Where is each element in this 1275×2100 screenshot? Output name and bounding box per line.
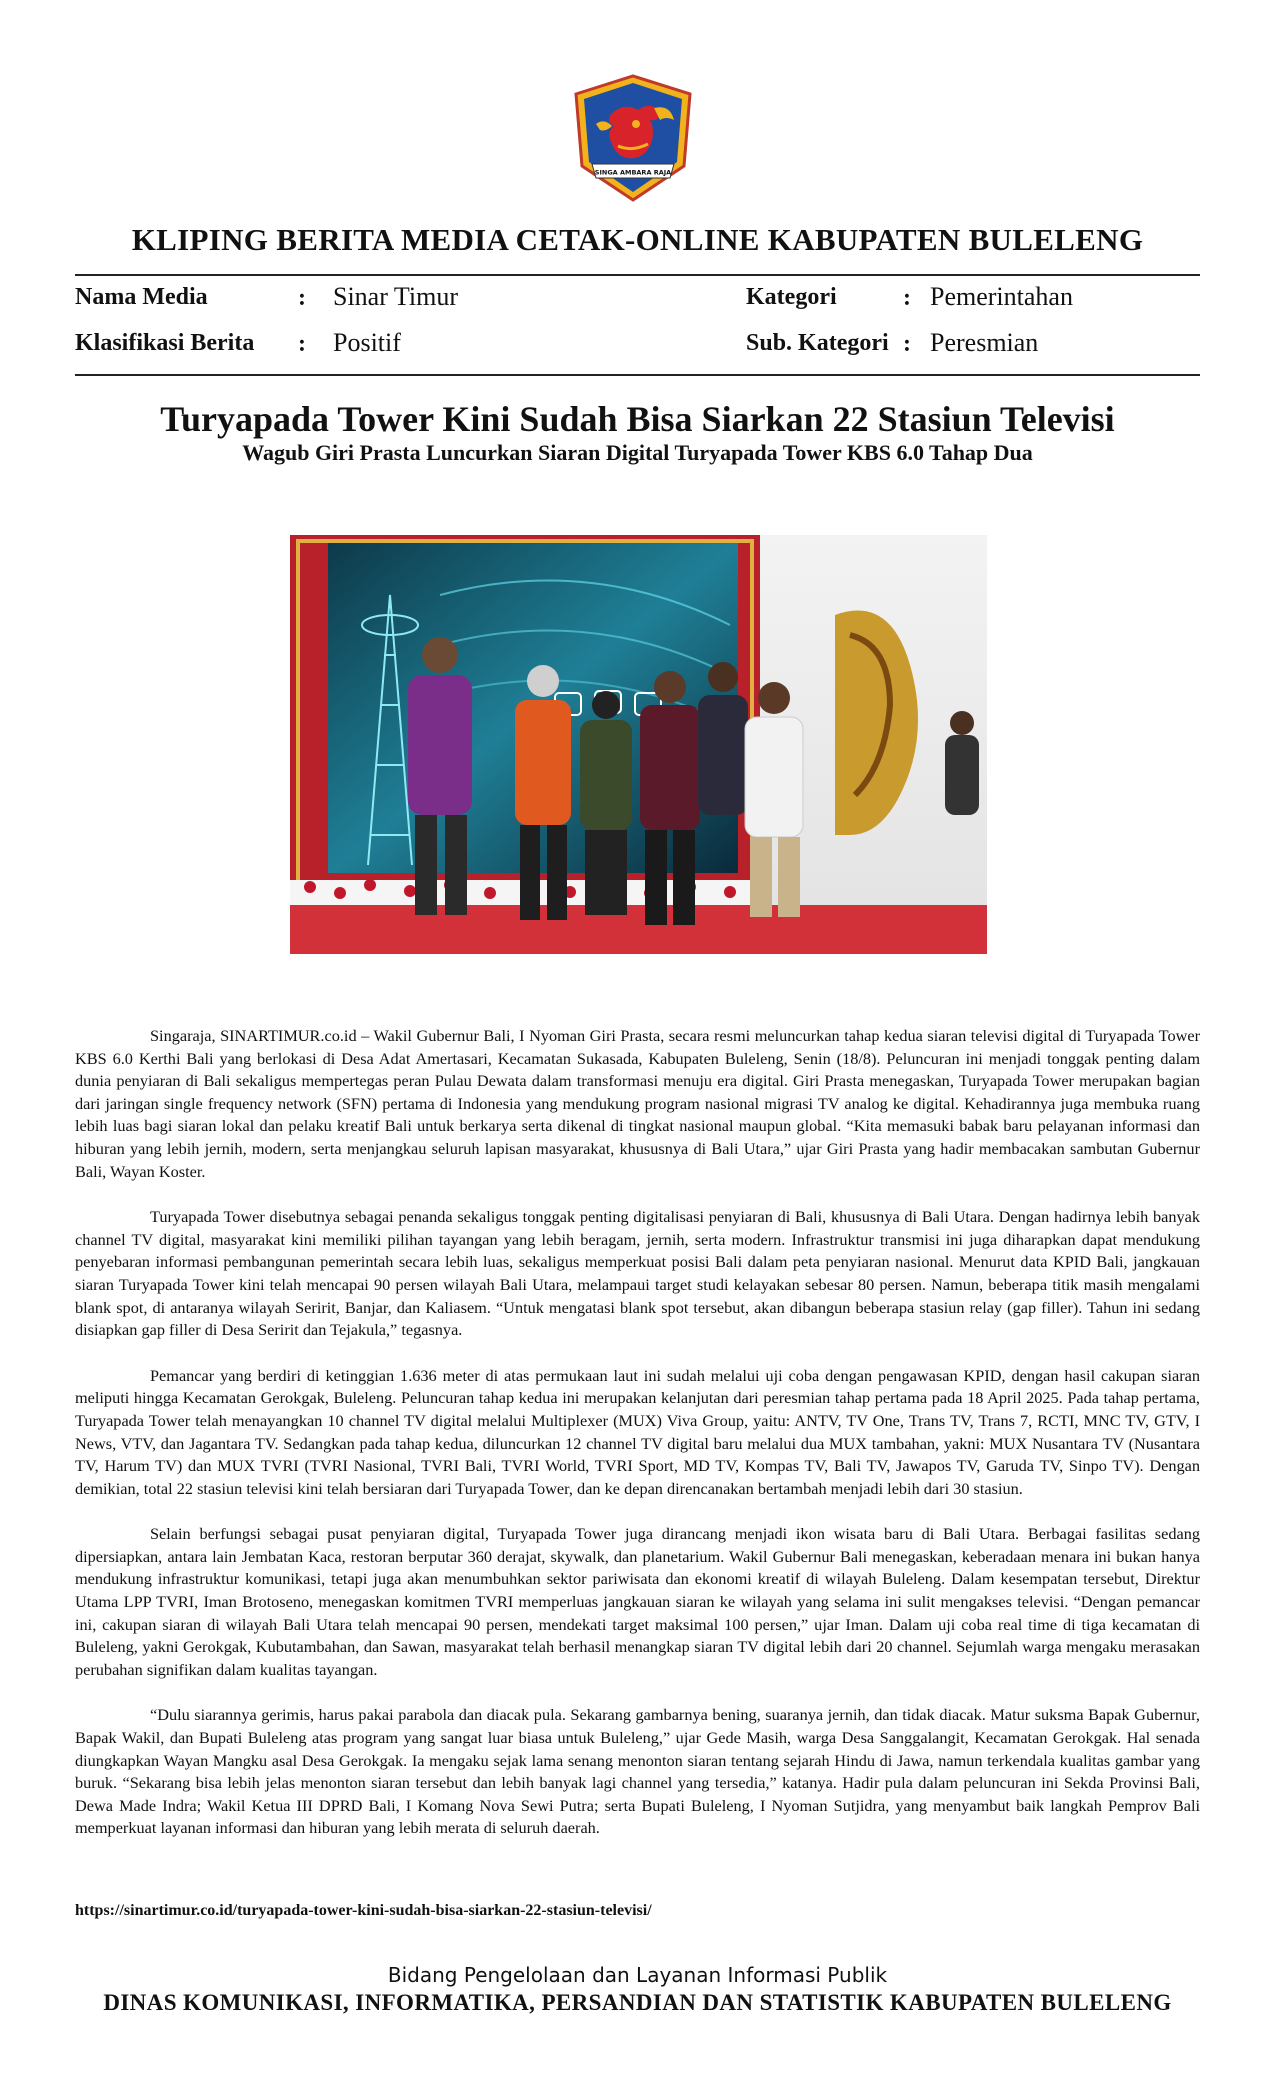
klasifikasi-value: Positif <box>333 328 401 357</box>
crest-banner-text: SINGA AMBARA RAJA <box>594 168 672 177</box>
footer-division: Bidang Pengelolaan dan Layanan Informasi Publik <box>387 1963 888 1987</box>
kategori-colon: : <box>903 285 911 311</box>
article-paragraph: Selain berfungsi sebagai pusat penyiaran digital, Turyapada Tower juga dirancang menjadi ikon wisata baru di Bali Utara. Berbagai fasilitas sedang dipersiapkan, antara lain Jembatan Kaca, restoran berputar 360 derajat, skywalk, dan planetarium. Wakil Gubernur Bali menegaskan, keberadaan menara ini bukan hanya mendukung infrastruktur komunikasi, tetapi juga akan menumbuhkan sektor pariwisata dan ekonomi kreatif di wilayah Buleleng. Dalam kesempatan tersebut, Direktur Utama LPP TVRI, Iman Brotoseno, menegaskan komitmen TVRI memperluas jangkauan siaran ke wilayah yang selama ini sulit mengakses televisi. “Dengan pemancar ini, cakupan siaran di wilayah Bali Utara telah mencapai 90 persen, mendekati target maksimal 100 persen,” ujar Iman. Dalam uji coba real time di tiga kecamatan di Buleleng, yakni Gerokgak, Kubutambahan, dan Sawan, masyarakat telah berhasil menangkap siaran TV digital lebih dari 20 channel. Sejumlah warga mengaku merasakan perubahan signifikan dalam kualitas tayangan. <box>75 1524 1200 1679</box>
klasifikasi-label: Klasifikasi Berita <box>75 330 255 356</box>
divider-top <box>75 274 1200 276</box>
divider-bottom <box>75 374 1200 376</box>
buleleng-crest-icon <box>566 74 700 202</box>
meta-media <box>75 284 208 311</box>
subkategori-value: Peresmian <box>930 328 1039 357</box>
subkategori-label: Sub. Kategori <box>746 330 889 356</box>
article-headline: Turyapada Tower Kini Sudah Bisa Siarkan 22 Stasiun Televisi <box>160 399 1115 439</box>
footer-agency: DINAS KOMUNIKASI, INFORMATIKA, PERSANDIAN DAN STATISTIK KABUPATEN BULELENG <box>103 1990 1172 2015</box>
article-paragraph: Turyapada Tower disebutnya sebagai penanda sekaligus tonggak penting digitalisasi penyiaran di Bali, khususnya di Bali Utara. Dengan hadirnya lebih banyak channel TV digital, masyarakat kini memiliki pilihan tayangan yang lebih beragam, jernih, serta modern. Infrastruktur transmisi ini juga diharapkan dapat mendukung penyebaran informasi pembangunan pemerintah secara lebih luas, sekaligus memperkuat posisi Bali dalam peta penyiaran nasional. Menurut data KPID Bali, jangkauan siaran Turyapada Tower kini telah mencapai 90 persen wilayah Bali Utara, melampaui target studi kelayakan sebesar 80 persen. Namun, beberapa titik masih mengalami blank spot, di antaranya wilayah Seririt, Banjar, dan Kaliasem. “Untuk mengatasi blank spot tersebut, akan dibangun beberapa stasiun relay (gap filler). Tahun ini sedang disiapkan gap filler di Desa Seririt dan Tejakula,” tegasnya. <box>75 1207 1200 1340</box>
source-url[interactable]: https://sinartimur.co.id/turyapada-tower-kini-sudah-bisa-siarkan-22-stasiun-televisi/ <box>75 1902 652 1919</box>
media-colon: : <box>298 285 306 311</box>
subkategori-colon: : <box>903 331 911 357</box>
article-paragraph: “Dulu siarannya gerimis, harus pakai parabola dan diacak pula. Sekarang gambarnya bening, suaranya jernih, dan tidak diacak. Matur suksma Bapak Gubernur, Bapak Wakil, dan Bupati Buleleng atas program yang sangat luar biasa untuk Buleleng,” ujar Gede Masih, warga Desa Sanggalangit, Kecamatan Gerokgak. Hal senada diungkapkan Wayan Mangku asal Desa Gerokgak. Ia mengaku sejak lama senang menonton siaran tentang sejarah Hindu di Jawa, namun terkendala kualitas gambar yang buruk. “Sekarang bisa lebih jelas menonton siaran tersebut dan lebih banyak lagi channel yang tersedia,” katanya. Hadir pula dalam peluncuran ini Sekda Provinsi Bali, Dewa Made Indra; Wakil Ketua III DPRD Bali, I Komang Nova Sewi Putra; serta Bupati Buleleng, I Nyoman Sutjidra, yang menyambut baik langkah Pemprov Bali memperkuat layanan informasi dan hiburan yang lebih merata di seluruh daerah. <box>75 1705 1200 1838</box>
klasifikasi-colon: : <box>298 331 306 357</box>
article-body <box>75 1025 1200 1863</box>
article-paragraph: Singaraja, SINARTIMUR.co.id – Wakil Gubernur Bali, I Nyoman Giri Prasta, secara resmi meluncurkan tahap kedua siaran televisi digital di Turyapada Tower KBS 6.0 Kerthi Bali yang berlokasi di Desa Adat Amertasari, Kecamatan Sukasada, Kabupaten Buleleng, Senin (18/8). Peluncuran ini menjadi tonggak penting dalam dunia penyiaran di Bali sekaligus mempertegas peran Pulau Dewata dalam transformasi menuju era digital. Giri Prasta menegaskan, Turyapada Tower merupakan bagian dari jaringan single frequency network (SFN) pertama di Indonesia yang mendukung program nasional migrasi TV analog ke digital. Kehadirannya juga membuka ruang lebih luas bagi siaran lokal dan pelaku kreatif Bali untuk berkarya serta dikenal di tingkat nasional maupun global. “Kita memasuki babak baru pelayanan informasi dan hiburan yang lebih jernih, modern, serta menjangkau seluruh lapisan masyarakat, khususnya di Bali Utara,” ujar Giri Prasta yang hadir membacakan sambutan Gubernur Bali, Wayan Koster. <box>75 1026 1200 1181</box>
clipping-title: KLIPING BERITA MEDIA CETAK-ONLINE KABUPATEN BULELENG <box>131 222 1144 257</box>
article-subheadline: Wagub Giri Prasta Luncurkan Siaran Digital Turyapada Tower KBS 6.0 Tahap Dua <box>242 440 1033 465</box>
media-label: Nama Media <box>75 284 208 310</box>
kategori-value: Pemerintahan <box>930 282 1073 311</box>
article-photo <box>290 535 987 954</box>
kategori-label: Kategori <box>746 284 837 310</box>
article-paragraph: Pemancar yang berdiri di ketinggian 1.636 meter di atas permukaan laut ini sudah melalui uji coba dengan pengawasan KPID, dengan hasil cakupan siaran meliputi hingga Kecamatan Gerokgak, Buleleng. Peluncuran tahap kedua ini merupakan kelanjutan dari peresmian tahap pertama pada 18 April 2025. Pada tahap pertama, Turyapada Tower telah menayangkan 10 channel TV digital melalui Multiplexer (MUX) Viva Group, yaitu: ANTV, TV One, Trans TV, Trans 7, RCTI, MNC TV, GTV, I News, VTV, dan Jagantara TV. Sedangkan pada tahap kedua, diluncurkan 12 channel TV digital baru melalui dua MUX tambahan, yakni: MUX Nusantara TV (Nusantara TV, Harum TV) dan MUX TVRI (TVRI Nasional, TVRI Bali, TVRI World, TVRI Sport, MD TV, Kompas TV, Bali TV, Jawapos TV, Garuda TV, Sinpo TV). Dengan demikian, total 22 stasiun televisi kini telah bersiaran dari Turyapada Tower, dan ke depan direncanakan bertambah menjadi lebih dari 30 stasiun. <box>75 1365 1200 1498</box>
media-value: Sinar Timur <box>333 282 458 311</box>
